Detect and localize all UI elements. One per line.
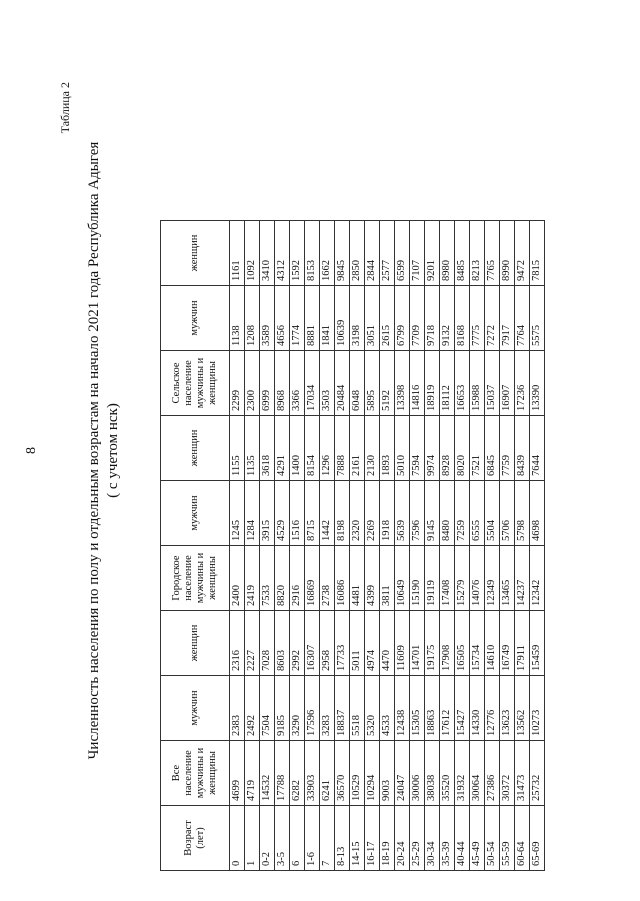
value-cell: 2400 [230,546,245,611]
table-row [275,221,290,871]
value-cell: 14816 [410,351,425,416]
value-cell: 16307 [305,611,320,676]
table-row [245,221,260,871]
column-header: Городское население мужчины и женщины [161,546,230,611]
age-cell: 65-69 [530,806,545,871]
value-cell: 12342 [530,546,545,611]
value-cell: 9185 [275,676,290,741]
value-cell: 6845 [485,416,500,481]
value-cell: 9145 [425,481,440,546]
value-cell: 8168 [455,286,470,351]
age-cell: 40-44 [455,806,470,871]
column-header: женщин [161,221,230,286]
value-cell: 7259 [455,481,470,546]
value-cell: 18112 [440,351,455,416]
age-cell: 1 [245,806,260,871]
table-row [485,221,500,871]
value-cell: 3290 [290,676,305,741]
age-cell: 50-54 [485,806,500,871]
value-cell: 9974 [425,416,440,481]
value-cell: 1296 [320,416,335,481]
value-cell: 20484 [335,351,350,416]
value-cell: 8980 [440,221,455,286]
value-cell: 2577 [380,221,395,286]
age-cell: 14-15 [350,806,365,871]
value-cell: 5706 [500,481,515,546]
value-cell: 25732 [530,741,545,806]
age-cell: 0-2 [260,806,275,871]
value-cell: 13390 [530,351,545,416]
value-cell: 2320 [350,481,365,546]
value-cell: 8715 [305,481,320,546]
value-cell: 16086 [335,546,350,611]
value-cell: 8928 [440,416,455,481]
table-row [395,221,410,871]
value-cell: 12776 [485,676,500,741]
value-cell: 1245 [230,481,245,546]
column-header: Сельское население мужчины и женщины [161,351,230,416]
value-cell: 7644 [530,416,545,481]
age-cell: 35-39 [440,806,455,871]
value-cell: 4698 [530,481,545,546]
table-label: Таблица 2 [58,82,72,134]
value-cell: 1918 [380,481,395,546]
value-cell: 3366 [290,351,305,416]
value-cell: 2269 [365,481,380,546]
table-row [530,221,545,871]
value-cell: 14076 [470,546,485,611]
value-cell: 7765 [485,221,500,286]
value-cell: 4719 [245,741,260,806]
value-cell: 19175 [425,611,440,676]
column-header: мужчин [161,676,230,741]
value-cell: 31473 [515,741,530,806]
value-cell: 13465 [500,546,515,611]
value-cell: 17408 [440,546,455,611]
value-cell: 18863 [425,676,440,741]
value-cell: 1774 [290,286,305,351]
value-cell: 15305 [410,676,425,741]
document-subtitle: ( с учетом нск) [105,403,121,498]
value-cell: 10294 [365,741,380,806]
table-row [320,221,335,871]
table-row [410,221,425,871]
table-body [230,221,545,871]
value-cell: 33903 [305,741,320,806]
table-row [230,221,245,871]
column-header: женщин [161,611,230,676]
value-cell: 2383 [230,676,245,741]
table-row [260,221,275,871]
value-cell: 7272 [485,286,500,351]
value-cell: 9003 [380,741,395,806]
column-header: Все население мужчины и женщины [161,741,230,806]
value-cell: 1155 [230,416,245,481]
value-cell: 8153 [305,221,320,286]
value-cell: 7028 [260,611,275,676]
value-cell: 5320 [365,676,380,741]
value-cell: 8439 [515,416,530,481]
value-cell: 8603 [275,611,290,676]
value-cell: 2916 [290,546,305,611]
value-cell: 5011 [350,611,365,676]
value-cell: 2615 [380,286,395,351]
value-cell: 7596 [410,481,425,546]
value-cell: 7888 [335,416,350,481]
value-cell: 3618 [260,416,275,481]
value-cell: 2130 [365,416,380,481]
value-cell: 8020 [455,416,470,481]
value-cell: 2300 [245,351,260,416]
value-cell: 16869 [305,546,320,611]
value-cell: 2850 [350,221,365,286]
value-cell: 9201 [425,221,440,286]
value-cell: 8480 [440,481,455,546]
value-cell: 4399 [365,546,380,611]
value-cell: 16907 [500,351,515,416]
value-cell: 9718 [425,286,440,351]
value-cell: 1893 [380,416,395,481]
value-cell: 15190 [410,546,425,611]
value-cell: 10273 [530,676,545,741]
table-row [350,221,365,871]
value-cell: 7504 [260,676,275,741]
value-cell: 3915 [260,481,275,546]
value-cell: 5518 [350,676,365,741]
value-cell: 30372 [500,741,515,806]
value-cell: 3589 [260,286,275,351]
value-cell: 5639 [395,481,410,546]
value-cell: 5504 [485,481,500,546]
value-cell: 7107 [410,221,425,286]
value-cell: 7764 [515,286,530,351]
table-row [365,221,380,871]
value-cell: 15734 [470,611,485,676]
value-cell: 1400 [290,416,305,481]
value-cell: 6241 [320,741,335,806]
value-cell: 2992 [290,611,305,676]
value-cell: 17612 [440,676,455,741]
value-cell: 14610 [485,611,500,676]
value-cell: 6048 [350,351,365,416]
value-cell: 36570 [335,741,350,806]
population-table-wrapper [160,220,545,871]
value-cell: 17733 [335,611,350,676]
value-cell: 8990 [500,221,515,286]
table-header-row [161,221,230,871]
table-row [305,221,320,871]
value-cell: 14532 [260,741,275,806]
value-cell: 16505 [455,611,470,676]
value-cell: 27386 [485,741,500,806]
value-cell: 2738 [320,546,335,611]
document-title: Численность населения по полу и отдельным возрастам на начало 2021 года Республика Адыгея [86,141,102,760]
value-cell: 14237 [515,546,530,611]
value-cell: 8820 [275,546,290,611]
table-row [380,221,395,871]
table-row [290,221,305,871]
table-row [335,221,350,871]
value-cell: 5798 [515,481,530,546]
value-cell: 8881 [305,286,320,351]
age-cell: 0 [230,806,245,871]
value-cell: 10649 [395,546,410,611]
value-cell: 1284 [245,481,260,546]
value-cell: 1516 [290,481,305,546]
value-cell: 13398 [395,351,410,416]
value-cell: 7917 [500,286,515,351]
value-cell: 1092 [245,221,260,286]
value-cell: 5192 [380,351,395,416]
value-cell: 2227 [245,611,260,676]
value-cell: 15037 [485,351,500,416]
value-cell: 1442 [320,481,335,546]
table-row [515,221,530,871]
value-cell: 8485 [455,221,470,286]
value-cell: 2316 [230,611,245,676]
value-cell: 8968 [275,351,290,416]
value-cell: 4656 [275,286,290,351]
value-cell: 8213 [470,221,485,286]
value-cell: 1662 [320,221,335,286]
value-cell: 8154 [305,416,320,481]
value-cell: 13623 [500,676,515,741]
value-cell: 14330 [470,676,485,741]
age-cell: 16-17 [365,806,380,871]
value-cell: 7759 [500,416,515,481]
age-cell: 20-24 [395,806,410,871]
value-cell: 1135 [245,416,260,481]
value-cell: 5575 [530,286,545,351]
value-cell: 19119 [425,546,440,611]
age-cell: 30-34 [425,806,440,871]
value-cell: 18919 [425,351,440,416]
table-row [500,221,515,871]
value-cell: 4699 [230,741,245,806]
value-cell: 7533 [260,546,275,611]
value-cell: 4312 [275,221,290,286]
value-cell: 6282 [290,741,305,806]
value-cell: 1161 [230,221,245,286]
value-cell: 18837 [335,676,350,741]
value-cell: 38038 [425,741,440,806]
value-cell: 9132 [440,286,455,351]
value-cell: 3051 [365,286,380,351]
value-cell: 4974 [365,611,380,676]
value-cell: 2492 [245,676,260,741]
value-cell: 2161 [350,416,365,481]
value-cell: 7709 [410,286,425,351]
value-cell: 15988 [470,351,485,416]
value-cell: 11609 [395,611,410,676]
value-cell: 9472 [515,221,530,286]
value-cell: 17034 [305,351,320,416]
value-cell: 6999 [260,351,275,416]
value-cell: 1592 [290,221,305,286]
value-cell: 4533 [380,676,395,741]
value-cell: 4529 [275,481,290,546]
column-header: женщин [161,416,230,481]
value-cell: 24047 [395,741,410,806]
value-cell: 6799 [395,286,410,351]
value-cell: 17596 [305,676,320,741]
column-header: мужчин [161,481,230,546]
value-cell: 10529 [350,741,365,806]
value-cell: 2419 [245,546,260,611]
value-cell: 35520 [440,741,455,806]
value-cell: 1208 [245,286,260,351]
value-cell: 15427 [455,676,470,741]
value-cell: 10639 [335,286,350,351]
value-cell: 17908 [440,611,455,676]
value-cell: 4470 [380,611,395,676]
value-cell: 4481 [350,546,365,611]
value-cell: 15279 [455,546,470,611]
value-cell: 17236 [515,351,530,416]
value-cell: 3811 [380,546,395,611]
value-cell: 1841 [320,286,335,351]
value-cell: 16653 [455,351,470,416]
value-cell: 2844 [365,221,380,286]
table-row [440,221,455,871]
value-cell: 3283 [320,676,335,741]
value-cell: 12438 [395,676,410,741]
value-cell: 30064 [470,741,485,806]
value-cell: 7775 [470,286,485,351]
page-number: 8 [24,447,39,454]
value-cell: 9845 [335,221,350,286]
value-cell: 3503 [320,351,335,416]
value-cell: 12349 [485,546,500,611]
value-cell: 6599 [395,221,410,286]
table-row [455,221,470,871]
age-cell: 45-49 [470,806,485,871]
age-cell: 8-13 [335,806,350,871]
value-cell: 7594 [410,416,425,481]
value-cell: 17911 [515,611,530,676]
value-cell: 30006 [410,741,425,806]
value-cell: 7815 [530,221,545,286]
age-cell: 6 [290,806,305,871]
value-cell: 3198 [350,286,365,351]
value-cell: 5895 [365,351,380,416]
value-cell: 2299 [230,351,245,416]
value-cell: 7521 [470,416,485,481]
value-cell: 13562 [515,676,530,741]
value-cell: 16749 [500,611,515,676]
value-cell: 14701 [410,611,425,676]
column-header: мужчин [161,286,230,351]
value-cell: 17788 [275,741,290,806]
value-cell: 4291 [275,416,290,481]
table-row [470,221,485,871]
population-table [160,220,545,871]
value-cell: 3410 [260,221,275,286]
value-cell: 15459 [530,611,545,676]
value-cell: 6555 [470,481,485,546]
value-cell: 1138 [230,286,245,351]
age-cell: 3-5 [275,806,290,871]
table-row [425,221,440,871]
age-cell: 7 [320,806,335,871]
age-cell: 25-29 [410,806,425,871]
value-cell: 31932 [455,741,470,806]
age-cell: 55-59 [500,806,515,871]
age-cell: 1-6 [305,806,320,871]
value-cell: 8198 [335,481,350,546]
column-header: Возраст (лет) [161,806,230,871]
value-cell: 5010 [395,416,410,481]
age-cell: 18-19 [380,806,395,871]
value-cell: 2958 [320,611,335,676]
age-cell: 60-64 [515,806,530,871]
